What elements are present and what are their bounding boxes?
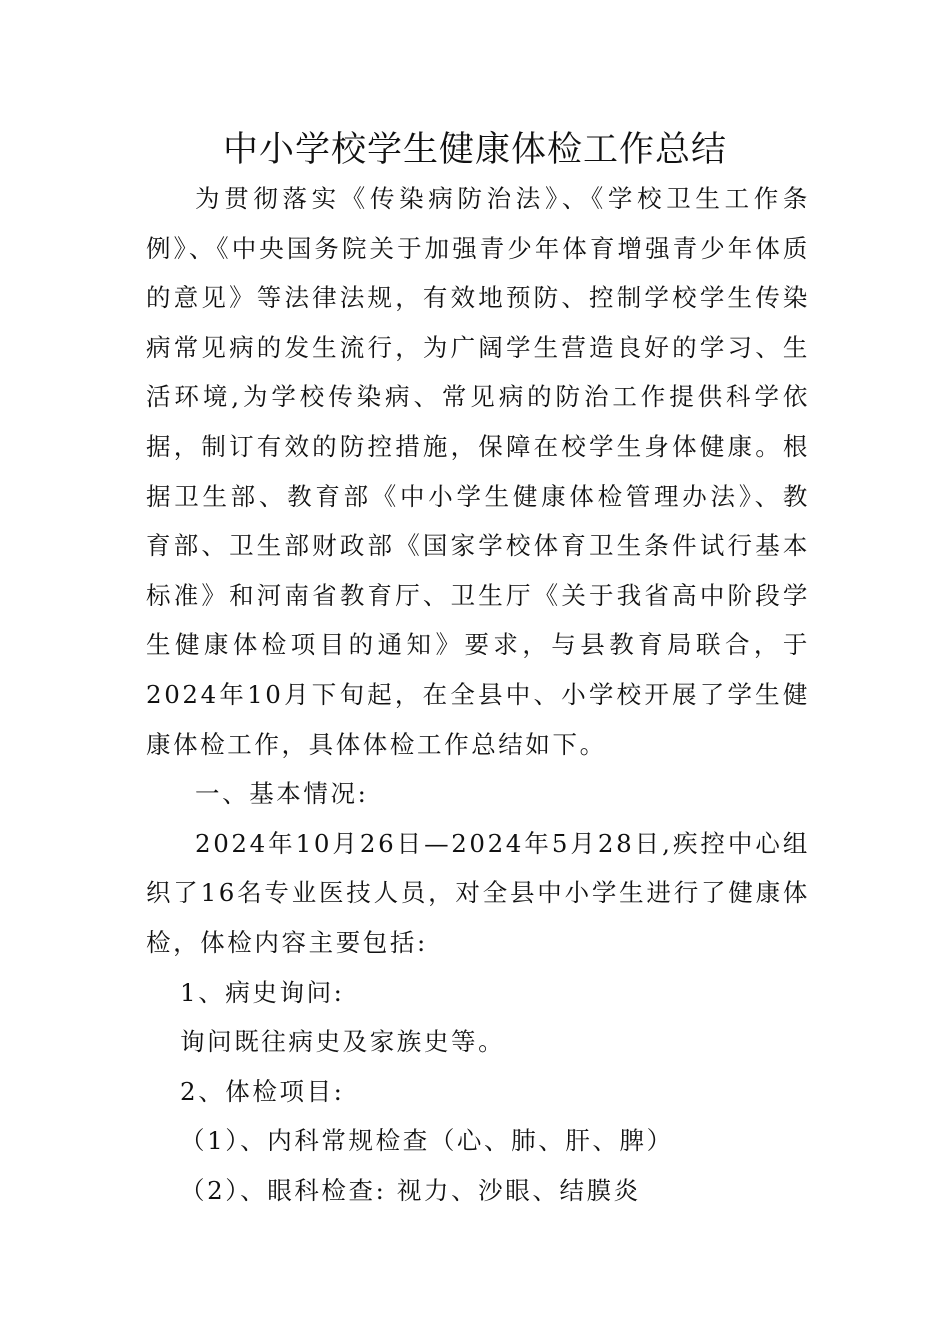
item-medical-history-heading: 1、病史询问: bbox=[180, 977, 345, 1007]
exam-item-ophthalmology: （2）、眼科检查: 视力、沙眼、结膜炎 bbox=[180, 1175, 641, 1205]
exam-item-internal-medicine: （1）、内科常规检查（心、肺、肝、脾） bbox=[180, 1126, 674, 1156]
intro-paragraph: 为贯彻落实《传染病防治法》、《学校卫生工作条例》、《中央国务院关于加强青少年体育增强青少年体质的意见》等法律法规，有效地预防、控制学校学生传染病常见病的发生流行，为广阔学生营造良好的学习、生活环境,为学校传染病、常见病的防治工作提供科学依据，制订有效的防控措施，保障在校学生身体健康。根据卫生部、教育部《中小学生健康体检管理办法》、教育部、卫生部财政部《国家学校体育卫生条件试行基本标准》和河南省教育厅、卫生厅《关于我省高中阶段学生健康体检项目的通知》要求，与县教育局联合，于2024年10月下旬起，在全县中、小学校开展了学生健康体检工作，具体体检工作总结如下。 bbox=[146, 184, 810, 759]
document-title: 中小学校学生健康体检工作总结 bbox=[222, 130, 727, 170]
item-exam-items-heading: 2、体检项目: bbox=[180, 1076, 345, 1106]
section-heading-basic-info: 一、基本情况: bbox=[195, 779, 369, 809]
document-body bbox=[146, 174, 810, 1215]
basic-info-paragraph: 2024年10月26日—2024年5月28日,疾控中心组织了16名专业医技人员，对全县中小学生进行了健康体检，体检内容主要包括: bbox=[146, 828, 810, 957]
item-medical-history-body: 询问既往病史及家族史等。 bbox=[180, 1027, 506, 1057]
